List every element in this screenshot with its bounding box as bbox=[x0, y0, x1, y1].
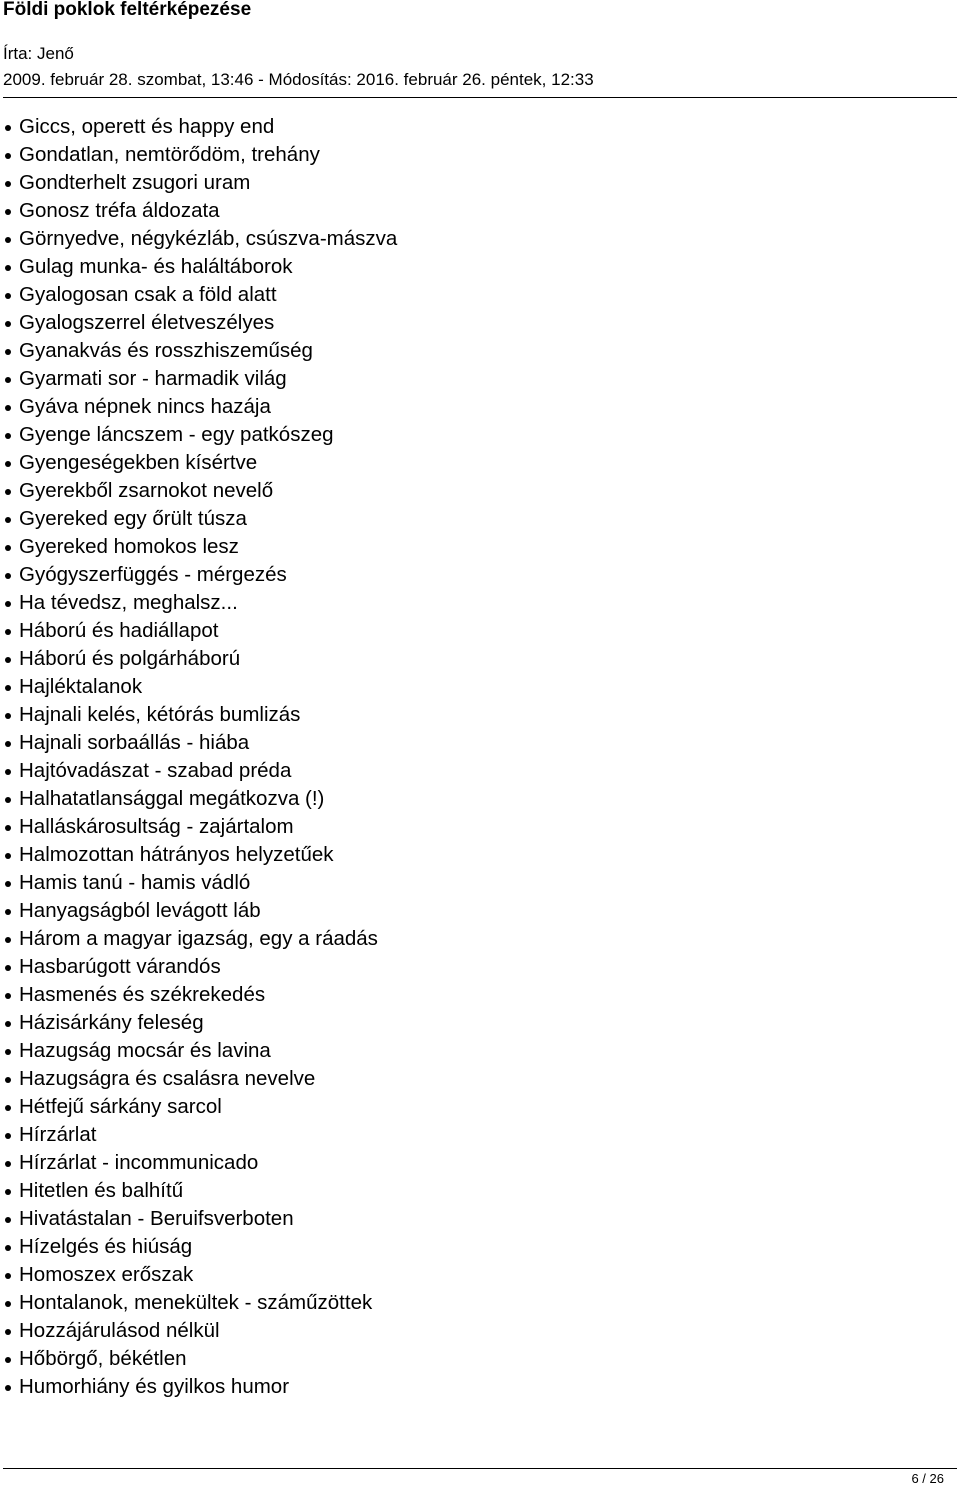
bullet-icon bbox=[5, 1301, 11, 1307]
list-item-text: Hozzájárulásod nélkül bbox=[19, 1319, 220, 1342]
list-item bbox=[0, 225, 397, 253]
bullet-icon bbox=[5, 573, 11, 579]
list-item bbox=[0, 701, 397, 729]
list-item-text: Gyanakvás és rosszhiszeműség bbox=[19, 339, 313, 362]
bullet-icon bbox=[5, 1189, 11, 1195]
list-item-text: Hazugságra és csalásra nevelve bbox=[19, 1067, 316, 1090]
list-item-text: Gondatlan, nemtörődöm, trehány bbox=[19, 143, 320, 166]
list-item bbox=[0, 253, 397, 281]
bullet-icon bbox=[5, 909, 11, 915]
list-item-text: Hasbarúgott várandós bbox=[19, 955, 221, 978]
footer-divider bbox=[3, 1468, 957, 1469]
list-item-text: Gonosz tréfa áldozata bbox=[19, 199, 220, 222]
list-item bbox=[0, 1317, 397, 1345]
list-item-text: Gyereked egy őrült túsza bbox=[19, 507, 247, 530]
list-item bbox=[0, 1065, 397, 1093]
list-item-text: Ha tévedsz, meghalsz... bbox=[19, 591, 238, 614]
list-item bbox=[0, 533, 397, 561]
list-item bbox=[0, 841, 397, 869]
list-item-text: Giccs, operett és happy end bbox=[19, 115, 275, 138]
bullet-icon bbox=[5, 1133, 11, 1139]
list-item bbox=[0, 1345, 397, 1373]
bullet-icon bbox=[5, 1049, 11, 1055]
list-item bbox=[0, 449, 397, 477]
list-item-text: Hivatástalan - Beruifsverboten bbox=[19, 1207, 294, 1230]
document-title: Földi poklok feltérképezése bbox=[3, 0, 252, 20]
list-item bbox=[0, 785, 397, 813]
bullet-icon bbox=[5, 321, 11, 327]
bullet-icon bbox=[5, 797, 11, 803]
list-item bbox=[0, 169, 397, 197]
list-item-text: Gyereked homokos lesz bbox=[19, 535, 239, 558]
header-divider bbox=[3, 97, 957, 98]
list-item-text: Hasmenés és székrekedés bbox=[19, 983, 266, 1006]
bullet-icon bbox=[5, 881, 11, 887]
bullet-icon bbox=[5, 209, 11, 215]
list-item-text: Hamis tanú - hamis vádló bbox=[19, 871, 251, 894]
list-item bbox=[0, 1149, 397, 1177]
list-item-text: Hőbörgő, békétlen bbox=[19, 1347, 187, 1370]
list-item-text: Hazugság mocsár és lavina bbox=[19, 1039, 271, 1062]
bullet-icon bbox=[5, 125, 11, 131]
bullet-icon bbox=[5, 853, 11, 859]
bullet-icon bbox=[5, 461, 11, 467]
bullet-icon bbox=[5, 1273, 11, 1279]
bullet-icon bbox=[5, 1329, 11, 1335]
bullet-icon bbox=[5, 349, 11, 355]
bullet-icon bbox=[5, 1105, 11, 1111]
author-line: Írta: Jenő bbox=[3, 44, 74, 63]
list-item-text: Hírzárlat - incommunicado bbox=[19, 1151, 259, 1174]
list-item-text: Három a magyar igazság, egy a ráadás bbox=[19, 927, 378, 950]
list-item-text: Hanyagságból levágott láb bbox=[19, 899, 261, 922]
bullet-icon bbox=[5, 377, 11, 383]
list-item bbox=[0, 197, 397, 225]
list-item bbox=[0, 869, 397, 897]
list-item bbox=[0, 729, 397, 757]
bullet-icon bbox=[5, 825, 11, 831]
bullet-icon bbox=[5, 181, 11, 187]
bullet-icon bbox=[5, 1385, 11, 1391]
list-item-text: Gyengeségekben kísértve bbox=[19, 451, 258, 474]
list-item-text: Görnyedve, négykézláb, csúszva-mászva bbox=[19, 227, 398, 250]
list-item-text: Hajtóvadászat - szabad préda bbox=[19, 759, 292, 782]
list-item-text: Halláskárosultság - zajártalom bbox=[19, 815, 294, 838]
bullet-icon bbox=[5, 741, 11, 747]
list-item bbox=[0, 1009, 397, 1037]
list-item bbox=[0, 1373, 397, 1401]
list-item bbox=[0, 1037, 397, 1065]
list-item-text: Gulag munka- és haláltáborok bbox=[19, 255, 293, 278]
list-item bbox=[0, 617, 397, 645]
bullet-icon bbox=[5, 993, 11, 999]
bullet-icon bbox=[5, 937, 11, 943]
bullet-icon bbox=[5, 1021, 11, 1027]
list-item bbox=[0, 953, 397, 981]
list-item bbox=[0, 113, 397, 141]
bullet-icon bbox=[5, 545, 11, 551]
bullet-icon bbox=[5, 405, 11, 411]
list-item-text: Gondterhelt zsugori uram bbox=[19, 171, 251, 194]
list-item-text: Gyáva népnek nincs hazája bbox=[19, 395, 271, 418]
list-item-text: Gyalogosan csak a föld alatt bbox=[19, 283, 277, 306]
bullet-icon bbox=[5, 265, 11, 271]
list-item-text: Háború és polgárháború bbox=[19, 647, 241, 670]
list-item bbox=[0, 589, 397, 617]
list-item bbox=[0, 1289, 397, 1317]
list-item bbox=[0, 477, 397, 505]
list-item-text: Hajléktalanok bbox=[19, 675, 143, 698]
bullet-icon bbox=[5, 629, 11, 635]
bullet-icon bbox=[5, 1245, 11, 1251]
list-item-text: Gyalogszerrel életveszélyes bbox=[19, 311, 275, 334]
bullet-icon bbox=[5, 517, 11, 523]
list-item bbox=[0, 393, 397, 421]
list-item bbox=[0, 757, 397, 785]
list-item bbox=[0, 365, 397, 393]
list-item bbox=[0, 645, 397, 673]
bullet-icon bbox=[5, 153, 11, 159]
bullet-icon bbox=[5, 601, 11, 607]
list-item-text: Hajnali kelés, kétórás bumlizás bbox=[19, 703, 301, 726]
bullet-icon bbox=[5, 685, 11, 691]
list-item-text: Hontalanok, menekültek - száműzöttek bbox=[19, 1291, 373, 1314]
bullet-list bbox=[0, 113, 397, 1401]
bullet-icon bbox=[5, 657, 11, 663]
list-item bbox=[0, 981, 397, 1009]
list-item bbox=[0, 141, 397, 169]
list-item-text: Halhatatlansággal megátkozva (!) bbox=[19, 787, 325, 810]
date-line: 2009. február 28. szombat, 13:46 - Módosítás: 2016. február 26. péntek, 12:33 bbox=[3, 70, 594, 89]
list-item-text: Humorhiány és gyilkos humor bbox=[19, 1375, 290, 1398]
list-item bbox=[0, 925, 397, 953]
list-item-text: Gyenge láncszem - egy patkószeg bbox=[19, 423, 334, 446]
list-item bbox=[0, 337, 397, 365]
list-item bbox=[0, 281, 397, 309]
list-item bbox=[0, 561, 397, 589]
list-item-text: Gyógyszerfüggés - mérgezés bbox=[19, 563, 287, 586]
list-item bbox=[0, 421, 397, 449]
bullet-icon bbox=[5, 713, 11, 719]
list-item-text: Hitetlen és balhítű bbox=[19, 1179, 184, 1202]
list-item-text: Hajnali sorbaállás - hiába bbox=[19, 731, 250, 754]
bullet-icon bbox=[5, 433, 11, 439]
bullet-icon bbox=[5, 489, 11, 495]
list-item-text: Gyerekből zsarnokot nevelő bbox=[19, 479, 274, 502]
list-item-text: Gyarmati sor - harmadik világ bbox=[19, 367, 287, 390]
list-item-text: Házisárkány feleség bbox=[19, 1011, 204, 1034]
bullet-icon bbox=[5, 237, 11, 243]
list-item bbox=[0, 1093, 397, 1121]
list-item bbox=[0, 1205, 397, 1233]
list-item bbox=[0, 1233, 397, 1261]
bullet-icon bbox=[5, 769, 11, 775]
list-item bbox=[0, 1121, 397, 1149]
list-item-text: Hírzárlat bbox=[19, 1123, 97, 1146]
page-number: 6 / 26 bbox=[911, 1471, 944, 1486]
bullet-icon bbox=[5, 1357, 11, 1363]
bullet-icon bbox=[5, 293, 11, 299]
list-item bbox=[0, 309, 397, 337]
list-item bbox=[0, 1261, 397, 1289]
bullet-icon bbox=[5, 965, 11, 971]
list-item-text: Háború és hadiállapot bbox=[19, 619, 219, 642]
bullet-icon bbox=[5, 1217, 11, 1223]
list-item-text: Halmozottan hátrányos helyzetűek bbox=[19, 843, 334, 866]
bullet-icon bbox=[5, 1161, 11, 1167]
list-item-text: Hízelgés és hiúság bbox=[19, 1235, 193, 1258]
list-item bbox=[0, 813, 397, 841]
list-item bbox=[0, 1177, 397, 1205]
list-item bbox=[0, 897, 397, 925]
list-item bbox=[0, 505, 397, 533]
list-item-text: Homoszex erőszak bbox=[19, 1263, 194, 1286]
list-item bbox=[0, 673, 397, 701]
bullet-icon bbox=[5, 1077, 11, 1083]
list-item-text: Hétfejű sárkány sarcol bbox=[19, 1095, 222, 1118]
